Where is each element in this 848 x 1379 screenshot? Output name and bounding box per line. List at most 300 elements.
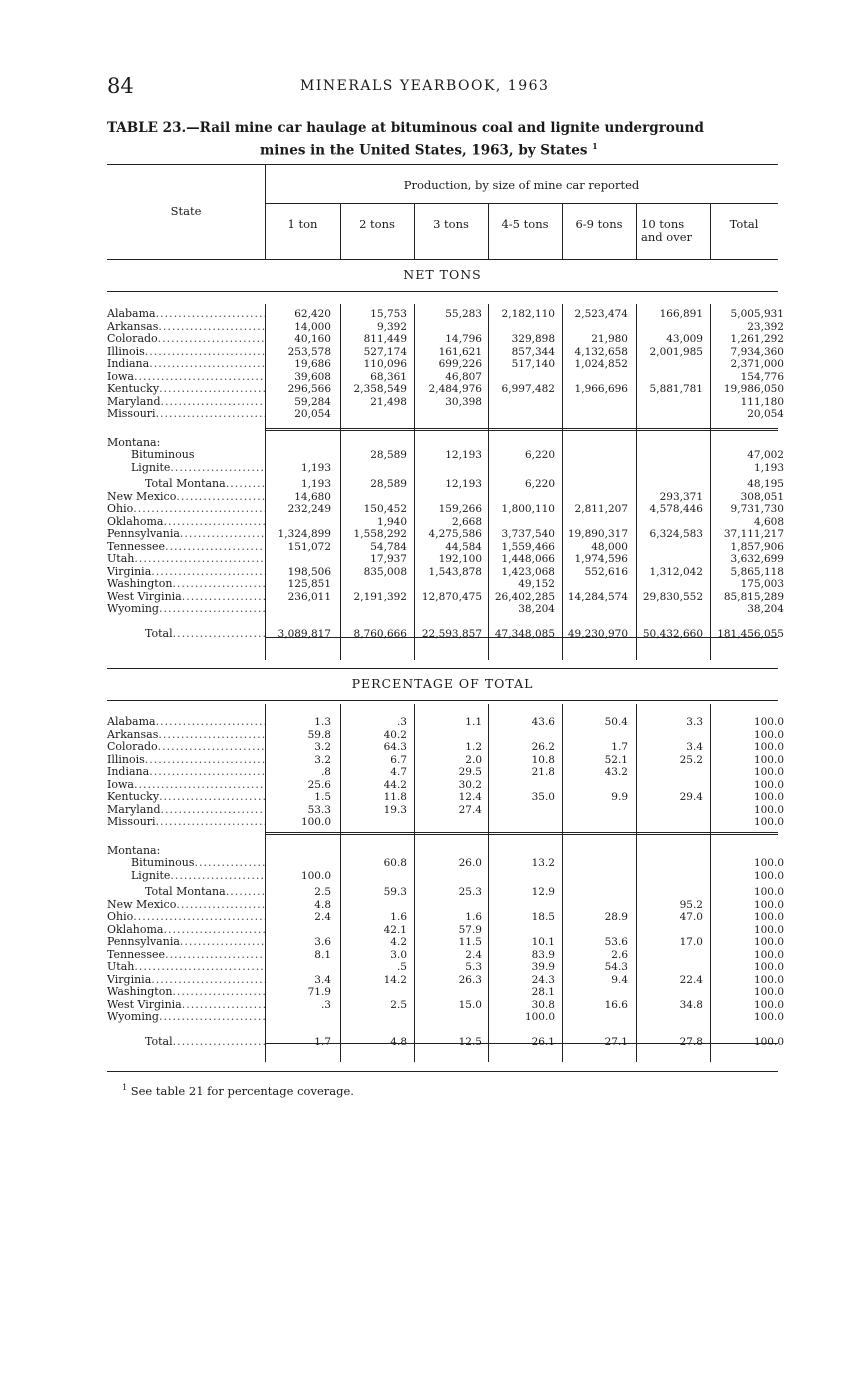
row-value: 100.0 [753,923,784,936]
row-value: 50.4 [604,716,628,728]
row-value: 4.8 [390,1035,407,1048]
row-state-label: Kentucky ..... [107,791,265,804]
column-divider [710,304,711,660]
row-value: 9.9 [611,791,628,803]
row-value: 2,191,392 [353,590,407,603]
row-state-label: Total Montana ..... [107,886,265,899]
column-divider [340,704,341,1062]
row-value: 100.0 [753,803,784,816]
row-value: 38,204 [747,603,784,615]
row-state-label: Tennessee ..... [107,541,265,554]
table-row [107,999,787,1012]
net-tons-title: NET TONS [403,267,482,282]
table-row [107,766,787,779]
row-value: 1,559,466 [501,540,555,553]
row-value: 1,261,292 [730,333,784,345]
table-row [107,396,787,409]
row-value: 9,731,730 [730,503,784,515]
row-value: 14,680 [294,490,331,503]
row-value: 1,312,042 [649,565,703,578]
row-state-label: Montana: [107,844,161,857]
row-state-label: Ohio ..... [107,503,265,516]
row-state-label: Pennsylvania ..... [107,528,265,541]
row-state-label: Ohio ..... [107,911,265,924]
column-header: 2 tons [359,217,395,231]
row-state-label: Bituminous [131,449,195,461]
row-value: 8.1 [314,948,331,961]
table-row [107,566,787,579]
row-value: 6.7 [390,753,407,766]
row-value: 100.0 [753,1035,784,1048]
row-value: 25.6 [307,778,331,791]
table-row [107,779,787,792]
row-value: 44,584 [445,540,482,553]
row-value: 2,811,207 [574,503,628,515]
row-state-label: Maryland ..... [107,804,265,817]
column-divider [414,704,415,1062]
table-row [107,1011,787,1024]
group-double-rule [265,428,778,429]
column-divider [710,704,711,1062]
header-divider [710,204,711,259]
row-value: 5,865,118 [730,565,784,578]
row-value: 100.0 [300,816,331,828]
row-value: 552,616 [584,565,628,578]
column-divider [265,304,266,660]
row-state-label: Tennessee ..... [107,949,265,962]
row-value: 3,632,699 [730,553,784,565]
row-value: 29.4 [679,791,703,803]
caption-line-1: TABLE 23.—Rail mine car haulage at bituminous coal and lignite underground [107,120,704,136]
row-value: 1,193 [300,478,331,490]
row-value: 296,566 [287,383,331,395]
column-divider [562,304,563,660]
row-value: 100.0 [753,936,784,948]
row-value: 30,398 [445,395,482,408]
row-value: 3.4 [686,741,703,753]
section-rule [107,700,778,701]
row-value: 1,448,066 [501,553,555,565]
table-row [107,437,787,450]
row-value: 100.0 [753,961,784,973]
row-value: 110,096 [363,358,407,370]
row-value: 2,668 [451,515,482,528]
row-state-label: Wyoming ..... [107,603,265,616]
row-value: 48,000 [591,540,628,553]
row-value: 3.0 [390,948,407,961]
row-value: 50,432,660 [642,627,703,640]
row-value: 1.6 [390,911,407,923]
row-value: 4.8 [314,898,331,911]
row-value: 3.2 [314,741,331,753]
row-value: 166,891 [659,308,703,320]
table-row [107,741,787,754]
table-row [107,371,787,384]
table-row [107,816,787,829]
row-value: .8 [320,766,331,778]
row-value: 18.5 [531,911,555,923]
percentage-title: PERCENTAGE OF TOTAL [351,676,534,691]
row-state-label: Indiana ..... [107,358,265,371]
row-value: 34.8 [679,998,703,1011]
column-divider [488,304,489,660]
row-value: 1,974,596 [574,553,628,565]
group-header-rule [265,203,778,204]
row-state-label: Bituminous ..... [107,857,265,870]
row-value: 26.1 [531,1035,555,1048]
header-divider [340,204,341,259]
row-value: 4.7 [390,766,407,778]
row-value: 1,857,906 [730,540,784,553]
group-double-rule [265,832,778,833]
footnote-text: See table 21 for percentage coverage. [130,1083,354,1098]
row-value: 8,760,666 [353,627,407,640]
row-value: 14,284,574 [567,590,628,603]
row-value: 40,160 [294,333,331,345]
header-divider [636,204,637,259]
row-value: 21,498 [370,395,407,408]
row-value: 1,423,068 [501,565,555,578]
row-value: 83.9 [531,948,555,961]
section-rule [107,291,778,292]
row-value: 25.3 [458,886,482,898]
table-row [107,986,787,999]
row-value: 857,344 [511,345,555,358]
row-value: 1,800,110 [501,503,555,515]
running-head: MINERALS YEARBOOK, 1963 [300,78,550,94]
row-state-label: Kentucky ..... [107,383,265,396]
row-value: 47,348,085 [494,627,555,640]
table-caption [107,119,783,160]
row-value: 308,051 [740,490,784,503]
table-row [107,346,787,359]
row-state-label: Iowa ..... [107,779,265,792]
row-value: 159,266 [438,503,482,515]
row-value: 20,054 [294,408,331,420]
row-value: 12.5 [458,1035,482,1048]
table-row [107,924,787,937]
row-state-label: West Virginia ..... [107,999,265,1012]
table-row [107,857,787,870]
row-value: 1,193 [300,461,331,474]
column-divider [265,704,266,1062]
row-value: 19,986,050 [723,383,784,395]
column-header: Total [729,217,759,231]
row-value: 1,324,899 [277,528,331,540]
row-value: 21.8 [531,766,555,778]
table-row [107,478,787,491]
row-value: 28,589 [370,478,407,490]
row-value: 54.3 [604,961,628,973]
row-value: 4.2 [390,936,407,948]
row-value: 49,152 [518,578,555,590]
row-state-label: Oklahoma ..... [107,924,265,937]
row-value: 47,002 [747,449,784,461]
row-value: 100.0 [753,716,784,728]
row-value: 253,578 [287,345,331,358]
row-state-label: Iowa ..... [107,371,265,384]
table-row [107,591,787,604]
row-value: 46,807 [445,370,482,383]
row-state-label: Virginia ..... [107,566,265,579]
row-value: 30.8 [531,998,555,1011]
row-state-label: Utah ..... [107,961,265,974]
table-row [107,729,787,742]
group-double-rule [265,430,778,431]
row-value: 13.2 [531,857,555,869]
row-state-label: Lignite ..... [107,462,265,475]
row-state-label: West Virginia ..... [107,591,265,604]
table-row [107,603,787,616]
row-value: 175,003 [740,578,784,590]
row-value: 47.0 [679,911,703,923]
row-value: 5,881,781 [649,383,703,395]
table-top-rule [107,164,778,165]
row-state-label: Arkansas ..... [107,321,265,334]
row-value: 20,054 [747,408,784,420]
row-value: 1.7 [611,741,628,753]
row-value: 2.5 [314,886,331,898]
row-value: 12,870,475 [421,590,482,603]
row-state-label: Missouri ..... [107,408,265,421]
table-row [107,716,787,729]
caption-footnote-mark: 1 [592,141,598,151]
row-value: 9,392 [376,320,407,333]
row-value: 43.2 [604,766,628,778]
row-value: 71.9 [307,986,331,998]
row-value: .5 [396,961,407,973]
row-value: 57.9 [458,923,482,936]
row-value: 329,898 [511,333,555,345]
row-value: 4,578,446 [649,503,703,515]
row-value: 198,506 [287,565,331,578]
row-value: 14.2 [383,973,407,986]
row-value: 100.0 [753,857,784,869]
row-state-label: Utah ..... [107,553,265,566]
row-value: .3 [396,716,407,728]
table-row [107,961,787,974]
row-value: 181,456,055 [717,627,784,640]
row-value: 192,100 [438,553,482,565]
column-divider [636,704,637,1062]
row-value: 1.2 [465,741,482,753]
row-state-label: Colorado ..... [107,333,265,346]
row-value: 100.0 [753,766,784,778]
row-value: 26,402,285 [494,590,555,603]
row-value: 10.8 [531,753,555,766]
row-value: 517,140 [511,358,555,370]
row-value: 4,132,658 [574,345,628,358]
row-value: 6,324,583 [649,528,703,540]
table-row [107,754,787,767]
row-value: 4,275,586 [428,528,482,540]
header-divider [488,204,489,259]
row-state-label: Arkansas ..... [107,729,265,742]
header-divider [562,204,563,259]
row-value: 39,608 [294,370,331,383]
row-value: 6,220 [524,449,555,461]
row-value: 3.3 [686,716,703,728]
row-state-label: Wyoming ..... [107,1011,265,1024]
row-value: 21,980 [591,333,628,345]
row-value: 27.4 [458,803,482,816]
row-state-label: Virginia ..... [107,974,265,987]
row-value: 154,776 [740,370,784,383]
table-row [107,541,787,554]
group-double-rule [265,834,778,835]
row-state-label: Lignite ..... [107,870,265,883]
row-state-label: Pennsylvania ..... [107,936,265,949]
row-value: 12,193 [445,449,482,461]
row-value: 27.8 [679,1035,703,1048]
row-state-label: Illinois ..... [107,754,265,767]
column-divider [340,304,341,660]
row-value: 5,005,931 [730,308,784,320]
row-state-label: Washington ..... [107,986,265,999]
row-value: 15.0 [458,998,482,1011]
row-value: 68,361 [370,370,407,383]
row-value: 1,193 [753,461,784,474]
column-header: 4-5 tons [501,217,549,231]
row-value: 150,452 [363,503,407,515]
row-state-label: Illinois ..... [107,346,265,359]
row-value: 2.4 [465,948,482,961]
row-value: 62,420 [294,308,331,320]
row-value: 6,997,482 [501,383,555,395]
row-value: 2,358,549 [353,383,407,395]
row-value: 1,940 [376,515,407,528]
row-value: 40.2 [383,728,407,741]
table-row [107,578,787,591]
row-value: 1,543,878 [428,565,482,578]
row-value: 100.0 [753,778,784,791]
row-value: 59,284 [294,395,331,408]
column-divider [414,304,415,660]
row-value: 14,000 [294,320,331,333]
row-value: 49,230,970 [567,627,628,640]
row-value: 161,621 [438,345,482,358]
row-state-label: Oklahoma ..... [107,516,265,529]
group-column-header: Production, by size of mine car reported [403,178,640,192]
table-row [107,503,787,516]
row-value: 44.2 [383,778,407,791]
row-value: 39.9 [531,961,555,973]
row-state-label: Indiana ..... [107,766,265,779]
table-row [107,321,787,334]
total-rule [265,637,778,638]
table-row [107,462,787,475]
row-value: 64.3 [383,741,407,753]
row-state-label: New Mexico ..... [107,491,265,504]
row-value: 3,089,817 [277,627,331,640]
row-value: 100.0 [753,998,784,1011]
table-row [107,528,787,541]
row-value: 835,008 [363,565,407,578]
row-state-label: Washington ..... [107,578,265,591]
row-value: 19,686 [294,358,331,370]
table-row [107,449,787,462]
row-value: 60.8 [383,857,407,869]
row-state-label: Total Montana ..... [107,478,265,491]
row-value: 1,966,696 [574,383,628,395]
table-row [107,804,787,817]
table-row [107,949,787,962]
row-value: 53.6 [604,936,628,948]
row-value: 53.3 [307,803,331,816]
row-state-label: Maryland ..... [107,396,265,409]
row-value: 100.0 [753,911,784,923]
row-value: 3.4 [314,973,331,986]
table-row [107,845,787,858]
row-value: 3,737,540 [501,528,555,540]
row-value: 2.4 [314,911,331,923]
row-value: 7,934,360 [730,345,784,358]
row-state-label: Colorado ..... [107,741,265,754]
row-value: 15,753 [370,308,407,320]
row-value: 699,226 [438,358,482,370]
row-value: 100.0 [753,816,784,828]
row-value: 2,371,000 [730,358,784,370]
row-value: 37,111,217 [723,528,784,540]
table-row [107,408,787,421]
row-value: 4,608 [753,515,784,528]
row-value: 12.4 [458,791,482,803]
row-value: 26.3 [458,973,482,986]
row-value: 100.0 [753,886,784,898]
table-row [107,936,787,949]
row-value: 2.6 [611,948,628,961]
row-value: 1.6 [465,911,482,923]
row-value: 28,589 [370,449,407,461]
row-value: 811,449 [363,333,407,345]
table-row [107,628,787,641]
row-value: 25.2 [679,753,703,766]
footnote [122,1083,354,1098]
row-value: 125,851 [287,578,331,590]
row-state-label: Total ..... [107,1036,265,1049]
column-header: 3 tons [433,217,469,231]
header-divider [414,204,415,259]
row-value: 2,484,976 [428,383,482,395]
table-row [107,553,787,566]
row-value: 54,784 [370,540,407,553]
row-value: 2,182,110 [501,308,555,320]
row-value: 2.0 [465,753,482,766]
row-value: 43,009 [666,333,703,345]
row-value: 59.3 [383,886,407,898]
column-divider [562,704,563,1062]
column-header: 1 ton [287,217,318,231]
table-row [107,886,787,899]
row-value: 22.4 [679,973,703,986]
row-value: 100.0 [753,791,784,803]
row-value: 100.0 [300,869,331,882]
page-number: 84 [107,74,134,98]
row-value: 27.1 [604,1035,628,1048]
row-value: 26.0 [458,857,482,869]
table-row [107,516,787,529]
caption-line-2: mines in the United States, 1963, by States $^1$ [260,141,598,159]
row-value: 1.5 [314,791,331,803]
row-value: 100.0 [753,948,784,961]
row-value: 100.0 [753,753,784,766]
row-value: 1.3 [314,716,331,728]
row-value: 100.0 [753,986,784,998]
row-state-label: Alabama ..... [107,308,265,321]
row-value: 10.1 [531,936,555,948]
row-value: 29,830,552 [642,590,703,603]
column-divider [488,704,489,1062]
